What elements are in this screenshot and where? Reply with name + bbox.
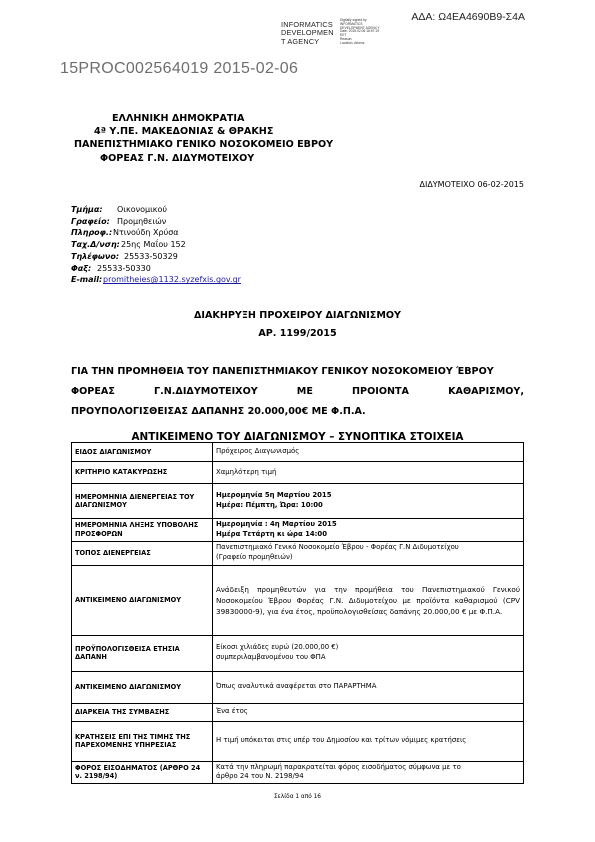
table-row [72,541,524,565]
row-value: Ημερομηνία : 4η Μαρτίου 2015 Ημέρα Τετάρτη κι ώρα 14:00 [213,519,524,542]
contact-row [71,204,241,216]
contact-label: Πληροφ.: [71,228,113,238]
table-row [72,721,524,761]
contact-value: 25ης Μαΐου 152 [121,240,186,250]
subject-line-2: ΦΟΡΕΑΣ Γ.Ν.ΔΙΔΥΜΟΤΕΙΧΟΥ ΜΕ ΠΡΟΙΟΝΤΑ ΚΑΘΑΡΙΣΜΟΥ, [71,386,524,397]
contact-row [71,251,241,263]
contact-label: Φαξ: [71,263,92,273]
row-key: ΚΡΑΤΗΣΕΙΣ ΕΠΙ ΤΗΣ ΤΙΜΗΣ ΤΗΣ ΠΑΡΕΧΟΜΕΝΗΣ ΥΠΗΡΕΣΙΑΣ [72,721,213,761]
row-key: ΑΝΤΙΚΕΙΜΕΝΟ ΔΙΑΓΩΝΙΣΜΟΥ [72,671,213,703]
email-link[interactable]: promitheies@1132.syzefxis.gov.gr [103,275,241,285]
row-value: Ανάδειξη προμηθευτών για την προμήθεια του Πανεπιστημιακού Γενικού Νοσοκομείου Έβρου Φορέας Γ.Ν. Διδυμοτείχου με προϊόντα καθαρισμού (CPV 39830000-9), για ένα έτος, προϋπολογισθείσας δαπάνης 20.000,00 € με Φ.Π.Α. [213,565,524,635]
contact-row [71,263,241,275]
summary-table [71,442,524,784]
contact-row [71,216,241,228]
row-value: Είκοσι χιλιάδες ευρώ (20.000,00 €) συμπεριλαμβανομένου του ΦΠΑ [213,635,524,671]
contact-label: Τμήμα: [71,205,103,214]
table-row [72,703,524,721]
procurement-id: 15PROC002564019 2015-02-06 [60,60,299,77]
table-row [72,761,524,784]
contact-value: Προμηθειών [117,216,167,226]
contact-value: Ντινούδη Χρύσα [113,228,179,238]
row-value: Κατά την πληρωμή παρακρατείται φόρος εισοδήματος σύμφωνα με το άρθρο 24 του Ν. 2198/94 [213,761,524,784]
page-number: Σελίδα 1 από 16 [273,794,321,800]
signature-details: Digitally signed by INFORMATICS DEVELOPMENT AGENCY Date: 2015.02.06 16:57:19 EET Reason: Location: Athens [340,18,380,45]
row-key: ΗΜΕΡΟΜΗΝΙΑ ΛΗΞΗΣ ΥΠΟΒΟΛΗΣ ΠΡΟΣΦΟΡΩΝ [72,519,213,542]
contact-row [71,239,241,251]
row-key: ΑΝΤΙΚΕΙΜΕΝΟ ΔΙΑΓΩΝΙΣΜΟΥ [72,565,213,635]
subject-block [71,362,524,422]
row-value: Ημερομηνία 5η Μαρτίου 2015 Ημέρα: Πέμπτη, Ώρα: 10:00 [213,484,524,519]
contact-row [71,274,241,286]
table-row [72,484,524,519]
row-value: Η τιμή υπόκειται στις υπέρ του Δημοσίου και τρίτων νόμιμες κρατήσεις [213,721,524,761]
table-row [72,519,524,542]
header-carrier: ΦΟΡΕΑΣ Γ.Ν. ΔΙΔΥΜΟΤΕΙΧΟΥ [100,153,255,164]
row-key: ΗΜΕΡΟΜΗΝΙΑ ΔΙΕΝΕΡΓΕΙΑΣ ΤΟΥ ΔΙΑΓΩΝΙΣΜΟΥ [72,484,213,519]
row-value: Πανεπιστημιακό Γενικό Νοσοκομείο Έβρου - Φορέας Γ.Ν Διδυμοτείχου (Γραφείο προμηθειών) [213,541,524,565]
contact-value: 25533-50330 [97,263,151,273]
row-key: ΔΙΑΡΚΕΙΑ ΤΗΣ ΣΥΜΒΑΣΗΣ [72,703,213,721]
header-region: 4ª Υ.ΠΕ. ΜΑΚΕΔΟΝΙΑΣ & ΘΡΑΚΗΣ [94,126,274,137]
subject-line-3: ΠΡΟΥΠΟΛΟΓΙΣΘΕΙΣΑΣ ΔΑΠΑΝΗΣ 20.000,00€ ΜΕ Φ.Π.Α. [71,406,366,417]
row-value: Ένα έτος [213,703,524,721]
table-row [72,443,524,462]
email-label: E-mail: [71,275,103,285]
contact-label: Γραφείο: [71,216,110,226]
row-key: ΤΟΠΟΣ ΔΙΕΝΕΡΓΕΙΑΣ [72,541,213,565]
table-row [72,635,524,671]
table-title: ΑΝΤΙΚΕΙΜΕΝΟ ΤΟΥ ΔΙΑΓΩΝΙΣΜΟΥ – ΣΥΝΟΠΤΙΚΑ ΣΤΟΙΧΕΙΑ [131,431,464,443]
subject-line-1: ΓΙΑ ΤΗΝ ΠΡΟΜΗΘΕΙΑ ΤΟΥ ΠΑΝΕΠΙΣΤΗΜΙΑΚΟΥ ΓΕΝΙΚΟΥ ΝΟΣΟΚΟΜΕΙΟΥ ΈΒΡΟΥ [71,366,494,377]
row-key: ΠΡΟΫΠΟΛΟΓΙΣΘΕΙΣΑ ΕΤΗΣΙΑ ΔΑΠΑΝΗ [72,635,213,671]
document-date: ΔΙΔΥΜΟΤΕΙΧΟ 06-02-2015 [419,180,524,189]
row-value: Όπως αναλυτικά αναφέρεται στο ΠΑΡΑΡΤΗΜΑ [213,671,524,703]
row-key: ΚΡΙΤΗΡΙΟ ΚΑΤΑΚΥΡΩΣΗΣ [72,462,213,484]
document-title: ΔΙΑΚΗΡΥΞΗ ΠΡΟΧΕΙΡΟΥ ΔΙΑΓΩΝΙΣΜΟΥ [194,310,401,321]
contact-value: Οικονομικού [117,205,168,214]
contact-value: 25533-50329 [124,251,178,261]
table-row [72,671,524,703]
header-republic: ΕΛΛΗΝΙΚΗ ΔΗΜΟΚΡΑΤΙΑ [112,113,245,124]
contact-row [71,227,241,239]
row-value: Χαμηλότερη τιμή [213,462,524,484]
contact-label: Ταχ.Δ/νση: [71,240,120,250]
table-row [72,462,524,484]
document-number: ΑΡ. 1199/2015 [258,328,337,339]
contact-label: Τηλέφωνο: [71,251,120,261]
header-hospital: ΠΑΝΕΠΙΣΤΗΜΙΑΚΟ ΓΕΝΙΚΟ ΝΟΣΟΚΟΜΕΙΟ ΕΒΡΟΥ [74,139,334,150]
row-key: ΕΙΔΟΣ ΔΙΑΓΩΝΙΣΜΟΥ [72,443,213,462]
signature-organization: INFORMATICS DEVELOPMEN T AGENCY [281,20,334,46]
row-value: Πρόχειρος Διαγωνισμός [213,443,524,462]
table-row [72,565,524,635]
row-key: ΦΟΡΟΣ ΕΙΣΟΔΗΜΑΤΟΣ (ΑΡΘΡΟ 24 ν. 2198/94) [72,761,213,784]
contact-block [71,204,241,286]
ada-code: ΑΔΑ: Ω4ΕΑ4690Β9-Σ4Α [411,11,525,23]
